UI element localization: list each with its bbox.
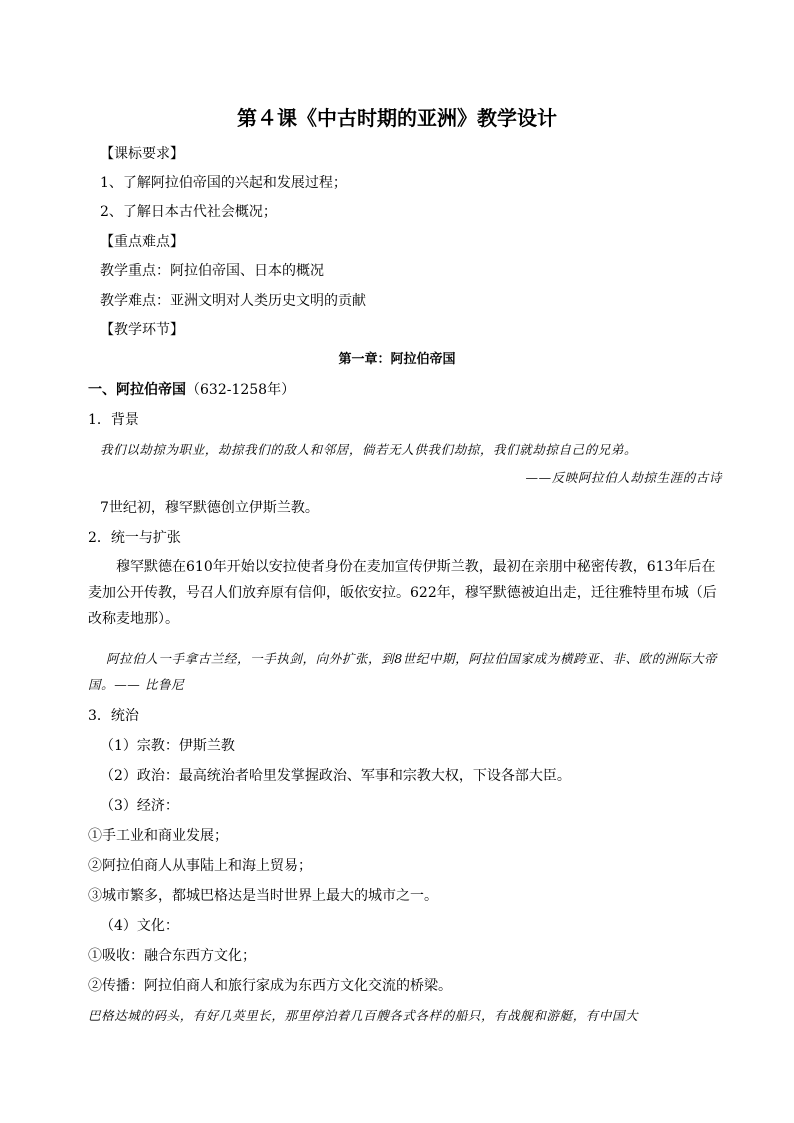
- curriculum-header: 【课标要求】: [100, 146, 184, 162]
- rule-culture: （4）文化：: [100, 918, 179, 934]
- unify-title: 2．统一与扩张: [88, 530, 181, 546]
- culture-item-2: ②传播：阿拉伯商人和旅行家成为东西方文化交流的桥梁。: [88, 978, 452, 994]
- requirement-2: 2、了解日本古代社会概况；: [100, 204, 277, 220]
- rule-religion: （1）宗教：伊斯兰教: [100, 738, 235, 754]
- difficult-point: 教学难点：亚洲文明对人类历史文明的贡献: [100, 293, 366, 309]
- background-quote: 我们以劫掠为职业，劫掠我们的敌人和邻居，倘若无人供我们劫掠，我们就劫掠自己的兄弟。: [100, 442, 638, 457]
- background-title: 1．背景: [88, 412, 139, 428]
- economy-item-1: ①手工业和商业发展；: [88, 828, 228, 844]
- rule-politics: （2）政治：最高统治者哈里发掌握政治、军事和宗教大权，下设各部大臣。: [100, 768, 571, 784]
- page-title: 第４课《中古时期的亚洲》教学设计: [237, 106, 557, 130]
- rule-title: 3．统治: [88, 708, 139, 724]
- part1-heading: [88, 380, 295, 400]
- requirement-1: 1、了解阿拉伯帝国的兴起和发展过程；: [100, 175, 347, 191]
- key-point: 教学重点：阿拉伯帝国、日本的概况: [100, 263, 324, 279]
- rule-economy: （3）经济：: [100, 798, 179, 814]
- culture-item-1: ①吸收：融合东西方文化；: [88, 948, 256, 964]
- teaching-header: 【教学环节】: [100, 322, 184, 338]
- key-points-header: 【重点难点】: [100, 234, 184, 250]
- chapter-title: 第一章：阿拉伯帝国: [338, 352, 456, 367]
- background-fact: 7世纪初，穆罕默德创立伊斯兰教。: [100, 500, 319, 516]
- economy-item-2: ②阿拉伯商人从事陆上和海上贸易；: [88, 858, 312, 874]
- unify-paragraph: 穆罕默德在610年开始以安拉使者身份在麦加宣传伊斯兰教，最初在亲朋中秘密传教，613年后在麦加公开传教，号召人们放弃原有信仰，皈依安拉。622年，穆罕默德被迫出走，迁往雅特里布城（后改称麦地那）。: [88, 559, 717, 627]
- economy-item-3: ③城市繁多，都城巴格达是当时世界上最大的城市之一。: [88, 888, 438, 904]
- bottom-quote: 巴格达城的码头，有好几英里长，那里停泊着几百艘各式各样的船只，有战舰和游艇，有中国大: [88, 1008, 639, 1023]
- part1-title: 一、阿拉伯帝国: [88, 382, 186, 398]
- part1-years: （632-1258年）: [186, 382, 296, 398]
- unify-quote: 阿拉伯人一手拿古兰经，一手执剑，向外扩张，到8世纪中期，阿拉伯国家成为横跨亚、非、欧的洲际大帝国。—— 比鲁尼: [88, 651, 718, 692]
- background-quote-source: ——反映阿拉伯人劫掠生涯的古诗: [525, 470, 722, 485]
